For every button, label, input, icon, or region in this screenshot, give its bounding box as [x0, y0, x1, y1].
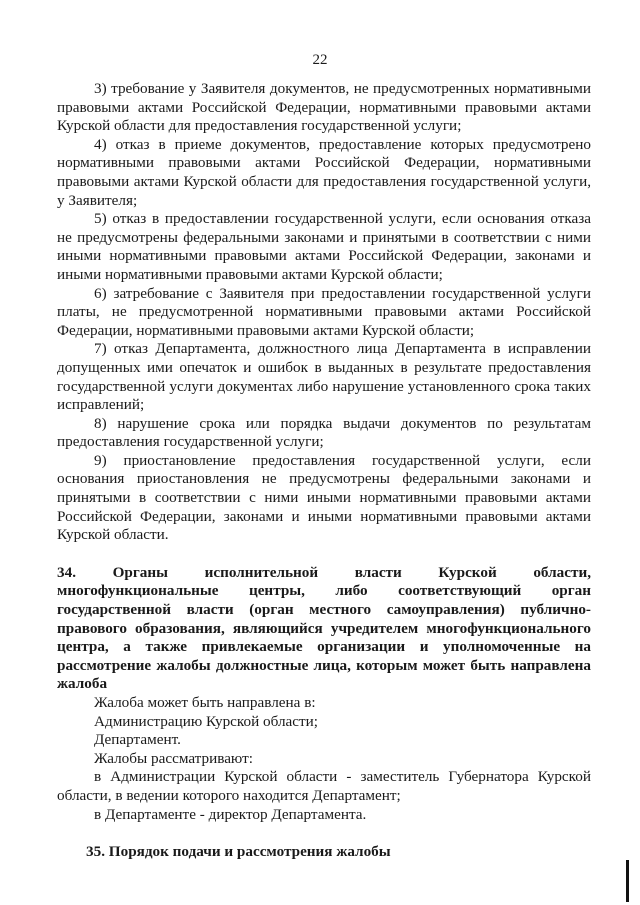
list-item-4: 4) отказ в приеме документов, предоставление которых предусмотрено нормативными правовыми актами Российской Федерации, нормативными правовыми актами Курской области для предоставления государственной услуги, у Заявителя;: [57, 135, 591, 209]
page-number: 22: [312, 52, 328, 68]
list-item-3: 3) требование у Заявителя документов, не предусмотренных нормативными правовыми актами Российской Федерации, нормативными правовыми актами Курской области для предоставления государственной услуги;: [57, 80, 591, 135]
section-35-heading: 35. Порядок подачи и рассмотрения жалобы: [86, 843, 391, 861]
scan-edge-mark: [626, 860, 629, 902]
section-34-paragraph: в Администрации Курской области - заместитель Губернатора Курской области, в ведении которого находится Департамент;: [57, 768, 591, 804]
section-34-paragraph: в Департаменте - директор Департамента.: [94, 805, 367, 823]
list-item-5: 5) отказ в предоставлении государственной услуги, если основания отказа не предусмотрены федеральными законами и принятыми в соответствии с ними иными нормативными правовыми актами Российской Федерации, законами и иными нормативными правовыми актами Курской области;: [57, 210, 591, 283]
document-body: [57, 80, 591, 862]
section-34-paragraph: Жалобы рассматривают:: [94, 749, 253, 767]
list-item-6: 6) затребование с Заявителя при предоставлении государственной услуги платы, не предусмотренной нормативными правовыми актами Российской Федерации, нормативными правовыми актами Курской области;: [57, 284, 591, 339]
section-34-heading: 34. Органы исполнительной власти Курской области, многофункциональные центры, либо соответствующий орган государственной власти (орган местного самоуправления) публично-правового образования, являющийся учредителем многофункционального центра, а также привлекаемые организации и уполномоченные на рассмотрение жалобы должностные лица, которым может быть направлена жалоба: [57, 563, 591, 693]
section-34-paragraph: Жалоба может быть направлена в:: [94, 694, 316, 711]
section-34-paragraph: Администрацию Курской области;: [94, 712, 319, 730]
list-item-8: 8) нарушение срока или порядка выдачи документов по результатам предоставления государственной услуги;: [57, 414, 591, 451]
list-item-7: 7) отказ Департамента, должностного лица Департамента в исправлении допущенных ими опечаток и ошибок в выданных в результате предоставления государственной услуги документах либо нарушение установленного срока таких исправлений;: [57, 340, 591, 414]
list-item-9: 9) приостановление предоставления государственной услуги, если основания приостановления не предусмотрены федеральными законами и принятыми в соответствии с ними иными нормативными правовыми актами Российской Федерации, законами и иными нормативными правовыми актами Курской области.: [57, 451, 591, 544]
section-34-paragraph: Департамент.: [94, 731, 181, 749]
